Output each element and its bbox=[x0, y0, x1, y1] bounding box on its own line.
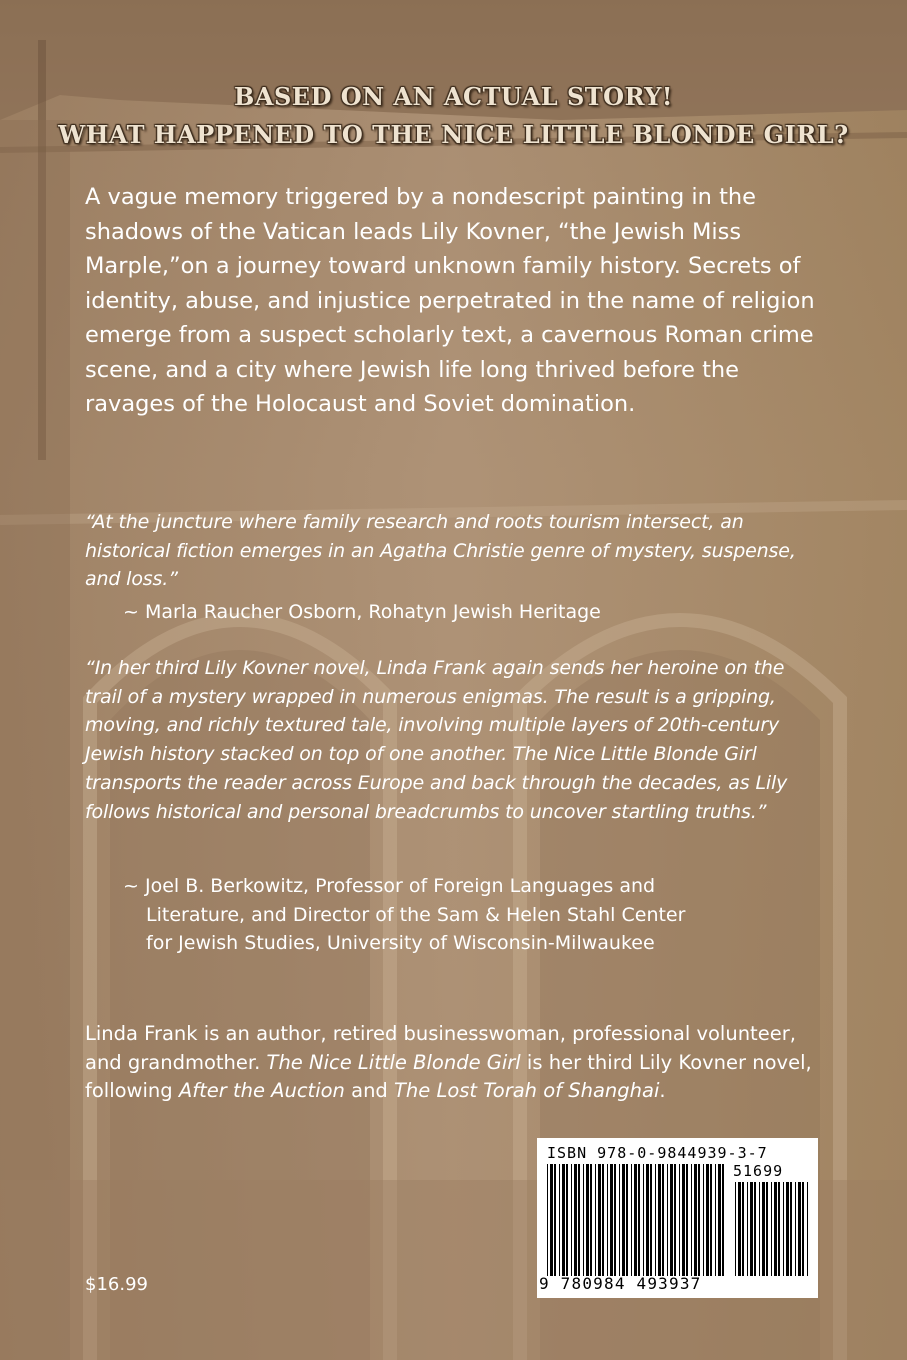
book-title-lost-torah: The Lost Torah of Shanghai bbox=[394, 1079, 660, 1103]
isbn-label: ISBN 978-0-9844939-3-7 bbox=[547, 1144, 768, 1162]
barcode-bar bbox=[614, 1164, 616, 1276]
barcode-bar bbox=[698, 1164, 700, 1276]
barcode-bar bbox=[574, 1164, 577, 1276]
author-bio-text: Linda Frank is an author, retired businesswoman, professional volunteer, and grandmother. bbox=[85, 1022, 796, 1074]
barcode-bar bbox=[694, 1164, 697, 1276]
author-bio bbox=[85, 1020, 825, 1106]
barcode-bar bbox=[783, 1182, 784, 1276]
barcode-bar bbox=[762, 1182, 765, 1276]
barcode-bar bbox=[738, 1182, 741, 1276]
author-bio-text: and bbox=[344, 1079, 395, 1103]
review-attribution-1: ~ Marla Raucher Osborn, Rohatyn Jewish Heritage bbox=[123, 601, 601, 623]
barcode-bar bbox=[586, 1164, 589, 1276]
isbn-barcode bbox=[537, 1138, 818, 1298]
barcode-bar bbox=[562, 1164, 565, 1276]
barcode-bar bbox=[547, 1164, 548, 1276]
book-blurb: A vague memory triggered by a nondescript painting in the shadows of the Vatican leads Lily Kovner, “the Jewish Miss Marple,”on a journey toward unknown family history. Secrets of identity, abuse, and injustice perpetrated in the name of religion emerge from a suspect scholarly text, a cavernous Roman crime scene, and a city where Jewish life long thrived before the ravages of the Holocaust and Soviet domination. bbox=[85, 184, 815, 417]
barcode-bar bbox=[682, 1164, 685, 1276]
barcode-bar bbox=[622, 1164, 625, 1276]
barcode-bar bbox=[747, 1182, 748, 1276]
headline-line-1: BASED ON AN ACTUAL STORY! bbox=[234, 82, 673, 111]
price: $16.99 bbox=[85, 1274, 148, 1295]
barcode-bar bbox=[790, 1182, 792, 1276]
barcode-bar bbox=[602, 1164, 604, 1276]
barcode-bar bbox=[742, 1182, 744, 1276]
addon-digits: 51699 bbox=[733, 1162, 784, 1180]
barcode-bar bbox=[550, 1164, 553, 1276]
barcode-bar bbox=[807, 1182, 808, 1276]
barcode-bar bbox=[554, 1164, 556, 1276]
barcode-bar bbox=[626, 1164, 628, 1276]
book-title-after-the-auction: After the Auction bbox=[178, 1079, 345, 1103]
author-bio-text: is her third Lily Kovner novel, following bbox=[85, 1050, 812, 1103]
barcode-bar bbox=[595, 1164, 596, 1276]
barcode-bar bbox=[691, 1164, 692, 1276]
barcode-bar bbox=[598, 1164, 601, 1276]
barcode-bar bbox=[795, 1182, 796, 1276]
review-quote-1: “At the juncture where family research and roots tourism intersect, an historical fiction emerges in an Agatha Christie genre of mystery, suspense, and loss.” bbox=[85, 511, 796, 591]
barcode-bar bbox=[722, 1164, 724, 1276]
barcode-bar bbox=[646, 1164, 649, 1276]
ean-digits: 9 780984 493937 bbox=[539, 1274, 702, 1293]
barcode-bar bbox=[759, 1182, 760, 1276]
author-bio-text: . bbox=[659, 1079, 666, 1103]
barcode-bar bbox=[590, 1164, 592, 1276]
barcode-bar bbox=[662, 1164, 664, 1276]
review-attribution-2-line-3: for Jewish Studies, University of Wisconsin-Milwaukee bbox=[146, 932, 655, 955]
barcode-bar bbox=[631, 1164, 632, 1276]
barcode-bar bbox=[802, 1182, 804, 1276]
barcode-bar bbox=[703, 1164, 704, 1276]
review-attribution-2 bbox=[123, 872, 813, 958]
barcode-bar bbox=[679, 1164, 680, 1276]
barcode-bar bbox=[750, 1182, 753, 1276]
barcode-bar bbox=[674, 1164, 676, 1276]
barcode-bar bbox=[778, 1182, 780, 1276]
barcode-bar bbox=[583, 1164, 584, 1276]
barcode-bar bbox=[786, 1182, 789, 1276]
barcode-bar bbox=[643, 1164, 644, 1276]
barcode-bar bbox=[610, 1164, 613, 1276]
barcode-bar bbox=[706, 1164, 709, 1276]
review-quote-2: “In her third Lily Kovner novel, Linda Frank again sends her heroine on the trail of a mystery wrapped in numerous enigmas. The result is a gripping, moving, and richly textured tale, involving multiple layers of 20th-century Jewish history stacked on top of one another. The Nice Little Blonde Girl transports the reader across Europe and back through the decades, as Lily follows historical and personal breadcrumbs to uncover startling truths.” bbox=[85, 657, 788, 823]
headline-line-2: WHAT HAPPENED TO THE NICE LITTLE BLONDE GIRL? bbox=[58, 120, 849, 149]
barcode-bar bbox=[710, 1164, 712, 1276]
barcode-bar bbox=[766, 1182, 768, 1276]
barcode-bar bbox=[607, 1164, 608, 1276]
barcode-bar bbox=[650, 1164, 652, 1276]
barcode-bar bbox=[578, 1164, 580, 1276]
barcode-bar bbox=[571, 1164, 572, 1276]
review-attribution-2-line-2: Literature, and Director of the Sam & Helen Stahl Center bbox=[146, 903, 686, 926]
barcode-bar bbox=[634, 1164, 637, 1276]
barcode-bar bbox=[658, 1164, 661, 1276]
barcode-bar bbox=[771, 1182, 772, 1276]
barcode-bar bbox=[798, 1182, 801, 1276]
barcode-bar bbox=[686, 1164, 688, 1276]
book-title-nice-little-blonde-girl: The Nice Little Blonde Girl bbox=[266, 1050, 521, 1074]
barcode-bar bbox=[638, 1164, 640, 1276]
barcode-bar bbox=[655, 1164, 656, 1276]
barcode-bar bbox=[754, 1182, 756, 1276]
review-attribution-2-line-1: ~ Joel B. Berkowitz, Professor of Foreign Languages and bbox=[123, 875, 656, 897]
barcode-bar bbox=[559, 1164, 560, 1276]
barcode-bar bbox=[619, 1164, 620, 1276]
barcode-bar bbox=[715, 1164, 716, 1276]
barcode-bar bbox=[667, 1164, 668, 1276]
barcode-bar bbox=[670, 1164, 673, 1276]
barcode-bar bbox=[774, 1182, 777, 1276]
barcode-bar bbox=[566, 1164, 568, 1276]
barcode-bar bbox=[735, 1182, 736, 1276]
barcode-bar bbox=[718, 1164, 721, 1276]
